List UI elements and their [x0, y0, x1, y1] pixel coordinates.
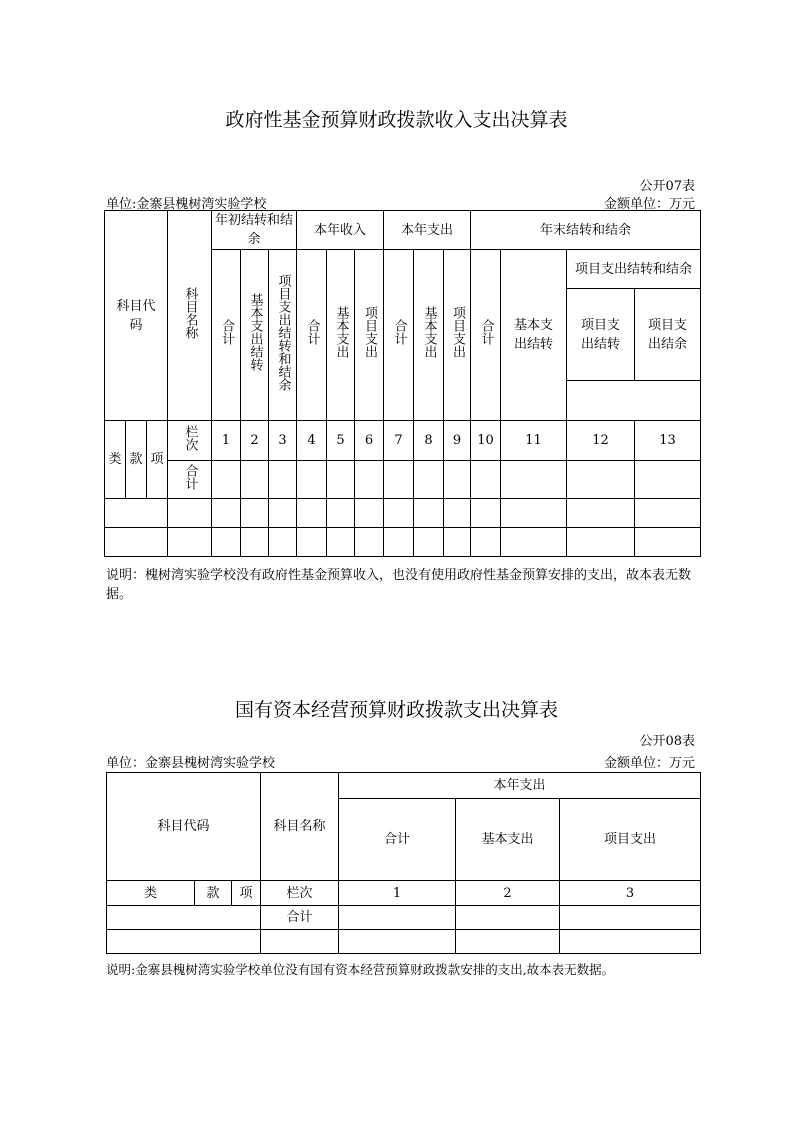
- t2-cell-xiang: 项: [232, 881, 261, 906]
- col-num: 2: [456, 881, 560, 906]
- cell-xiang: 项: [147, 421, 168, 499]
- table07-note: 说明：槐树湾实验学校没有政府性基金预算收入，也没有使用政府性基金预算安排的支出，故本表无数据。: [106, 568, 692, 602]
- col-num: 3: [269, 421, 297, 461]
- header-expense-basic: 基本支出: [414, 250, 444, 421]
- t2-cell-lei: 类: [107, 881, 195, 906]
- col-num: 5: [327, 421, 355, 461]
- table-row: [107, 930, 701, 954]
- table07-number: 公开07表: [639, 179, 695, 194]
- header-income-total: 合计: [297, 250, 327, 421]
- header-income-proj: 项目支出: [355, 250, 384, 421]
- col-num: 11: [501, 421, 567, 461]
- t2-header-proj: 项目支出: [560, 799, 701, 881]
- col-num: 6: [355, 421, 384, 461]
- col-num: 1: [339, 881, 456, 906]
- t2-header-basic: 基本支出: [456, 799, 560, 881]
- table-row: [105, 499, 701, 528]
- col-num: 7: [384, 421, 414, 461]
- header-proj-carry: 项目支出结转: [567, 289, 635, 381]
- header-expense: 本年支出: [384, 211, 471, 250]
- t2-header-total: 合计: [339, 799, 456, 881]
- col-num: 4: [297, 421, 327, 461]
- col-num: 10: [471, 421, 501, 461]
- t2-cell-kuan: 款: [195, 881, 232, 906]
- table08-note: 说明:金寨县槐树湾实验学校单位没有国有资本经营预算财政拨款安排的支出,故本表无数据。: [106, 962, 615, 977]
- table08-number: 公开08表: [639, 734, 695, 749]
- header-expense-total: 合计: [384, 250, 414, 421]
- header-basic-end: 基本支出结转: [501, 250, 567, 421]
- header-proj-end: 项目支出结转和结余: [567, 250, 701, 289]
- table07-unit-label: 单位:金寨县槐树湾实验学校: [106, 197, 267, 212]
- col-num: 13: [635, 421, 701, 461]
- cell-lanci: 栏次: [168, 421, 212, 461]
- table-row: [105, 528, 701, 557]
- table08-money-unit: 金额单位：万元: [603, 756, 695, 771]
- header-begin-total: 合计: [212, 250, 241, 421]
- table08: [106, 772, 701, 954]
- col-num: 3: [560, 881, 701, 906]
- col-num: 1: [212, 421, 241, 461]
- t2-header-expense: 本年支出: [339, 773, 701, 799]
- header-name: 科目名称: [168, 211, 212, 421]
- header-proj-bal: 项目支出结余: [635, 289, 701, 381]
- t2-header-name: 科目名称: [261, 773, 339, 881]
- t2-cell-heji: 合计: [261, 906, 339, 930]
- header-begin: 年初结转和结余: [212, 211, 297, 250]
- col-num: 8: [414, 421, 444, 461]
- header-spacer: [567, 381, 701, 421]
- col-num: 9: [444, 421, 471, 461]
- header-end: 年末结转和结余: [471, 211, 701, 250]
- cell-kuan: 款: [126, 421, 147, 499]
- header-code: 科目代码: [105, 211, 168, 421]
- header-end-total: 合计: [471, 250, 501, 421]
- col-num: 2: [241, 421, 269, 461]
- header-basic-carry: 基本支出结转: [241, 250, 269, 421]
- cell-heji: 合计: [168, 461, 212, 499]
- table07-title: 政府性基金预算财政拨款收入支出决算表: [225, 109, 568, 131]
- col-num: 12: [567, 421, 635, 461]
- header-proj-carry-bal: 项目支出结转和结余: [269, 250, 297, 421]
- header-income: 本年收入: [297, 211, 384, 250]
- table08-unit-label: 单位：金寨县槐树湾实验学校: [106, 756, 276, 771]
- table07: [104, 210, 701, 557]
- t2-cell-lanci: 栏次: [261, 881, 339, 906]
- table08-title: 国有资本经营预算财政拨款支出决算表: [234, 699, 558, 721]
- table07-money-unit: 金额单位：万元: [603, 197, 695, 212]
- cell-lei: 类: [105, 421, 126, 499]
- header-expense-proj: 项目支出: [444, 250, 471, 421]
- header-income-basic: 基本支出: [327, 250, 355, 421]
- t2-header-code: 科目代码: [107, 773, 261, 881]
